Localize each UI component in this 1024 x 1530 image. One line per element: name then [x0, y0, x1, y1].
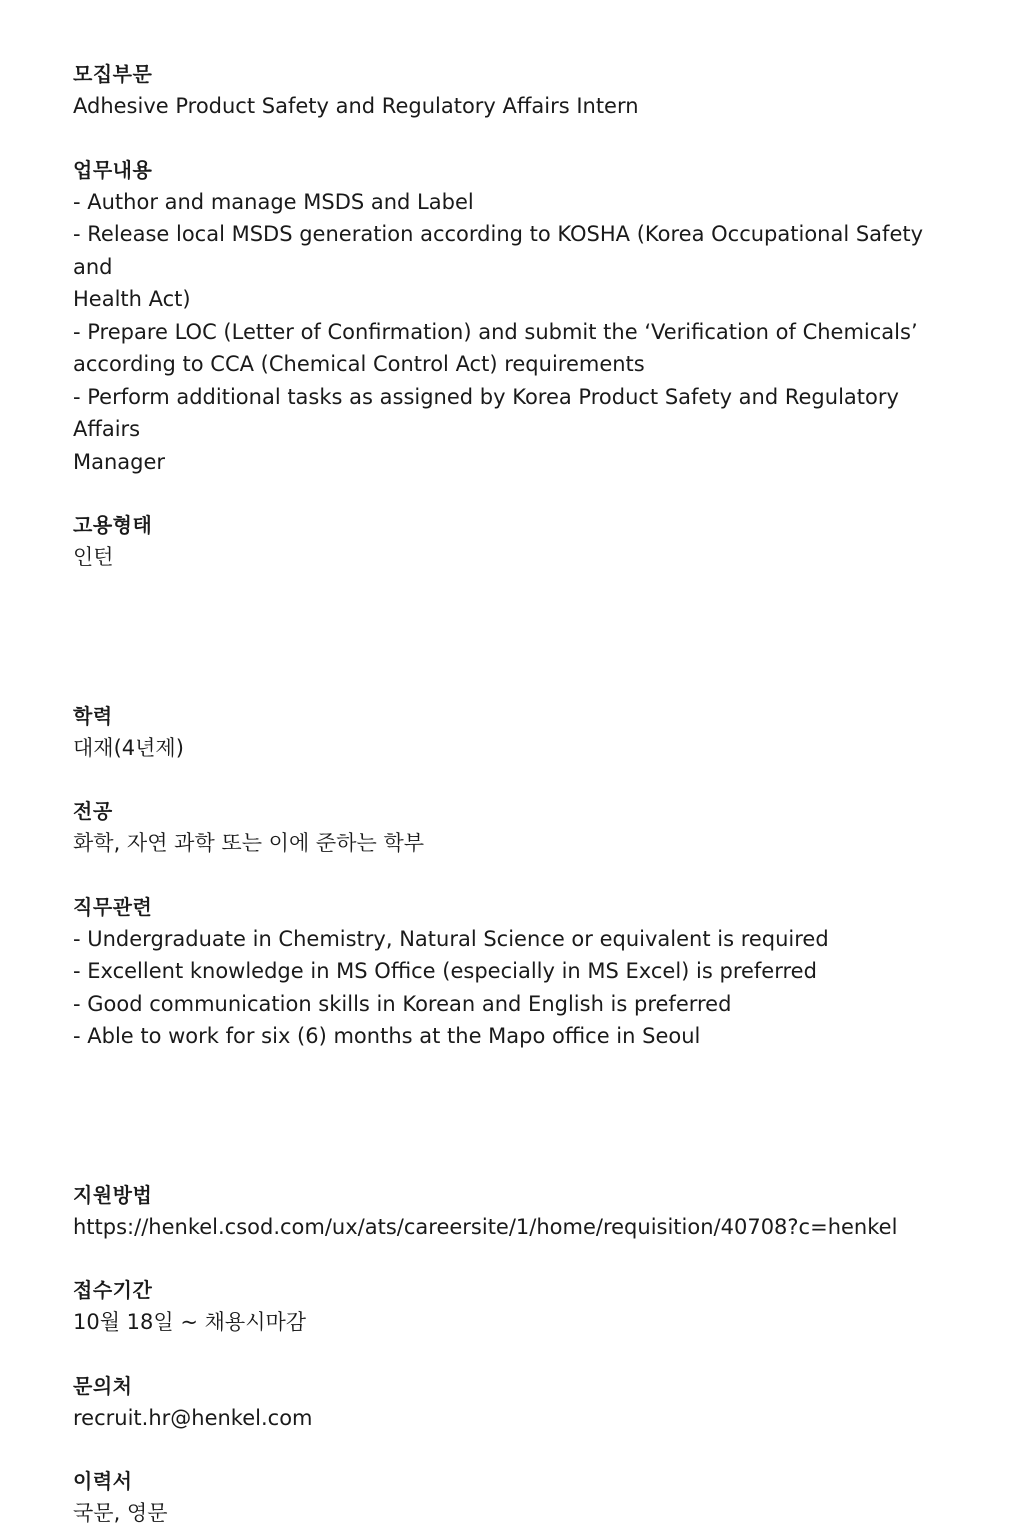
section-value [73, 1497, 953, 1530]
section-duties [73, 154, 953, 479]
value-line: - Good communication skills in Korean and English is preferred [73, 991, 732, 1016]
section-label: 이력서 [73, 1469, 133, 1493]
section-value [73, 1211, 953, 1244]
section-value [73, 90, 953, 123]
value-line: 화학, 자연 과학 또는 이에 준하는 학부 [73, 831, 425, 855]
section-value [73, 541, 953, 574]
section-value [73, 1402, 953, 1435]
section-position [73, 58, 953, 123]
value-line: Adhesive Product Safety and Regulatory Affairs Intern [73, 94, 639, 118]
value-line: 인턴 [73, 545, 114, 569]
section-label: 고용형태 [73, 513, 153, 537]
section-label: 업무내용 [73, 157, 153, 182]
value-line: Manager [73, 449, 166, 474]
value-line: 국문, 영문 [73, 1501, 168, 1525]
contact-email: recruit.hr@henkel.com [73, 1405, 313, 1430]
value-line: - Prepare LOC (Letter of Confirmation) and submit the ‘Verification of Chemicals’ [73, 319, 918, 344]
section-label: 지원방법 [73, 1182, 153, 1207]
value-line: - Able to work for six (6) months at the Mapo office in Seoul [73, 1024, 701, 1048]
job-posting-document [73, 58, 953, 1530]
value-line: - Author and manage MSDS and Label [73, 189, 474, 214]
section-label: 전공 [73, 799, 113, 823]
value-line: 대재(4년제) [73, 735, 184, 760]
value-line: Health Act) [73, 287, 191, 311]
section-label: 모집부문 [73, 62, 153, 86]
section-value [73, 732, 953, 765]
section-value [73, 827, 953, 860]
section-resume [73, 1465, 953, 1530]
value-line: 10월 18일 ~ 채용시마감 [73, 1310, 307, 1334]
section-employment-type [73, 509, 953, 574]
application-url: https://henkel.csod.com/ux/ats/careersite/1/home/requisition/40708?c=henkel [73, 1214, 898, 1239]
value-line: - Undergraduate in Chemistry, Natural Science or equivalent is required [73, 926, 829, 951]
value-line: - Release local MSDS generation according to KOSHA (Korea Occupational Safety and [73, 222, 924, 279]
section-label: 접수기간 [73, 1278, 153, 1302]
section-label: 직무관련 [73, 894, 153, 919]
section-contact [73, 1370, 953, 1435]
value-line: according to CCA (Chemical Control Act) requirements [73, 352, 645, 376]
value-line: - Perform additional tasks as assigned by Korea Product Safety and Regulatory Affairs [73, 384, 899, 441]
section-value [73, 1306, 953, 1339]
section-value [73, 186, 953, 479]
section-requirements [73, 891, 953, 1053]
section-major [73, 795, 953, 860]
section-application-period [73, 1274, 953, 1339]
value-line: - Excellent knowledge in MS Office (especially in MS Excel) is preferred [73, 959, 817, 983]
section-application-method [73, 1179, 953, 1244]
section-value [73, 923, 953, 1053]
section-label: 문의처 [73, 1373, 133, 1398]
section-education [73, 700, 953, 765]
section-label: 학력 [73, 703, 113, 728]
